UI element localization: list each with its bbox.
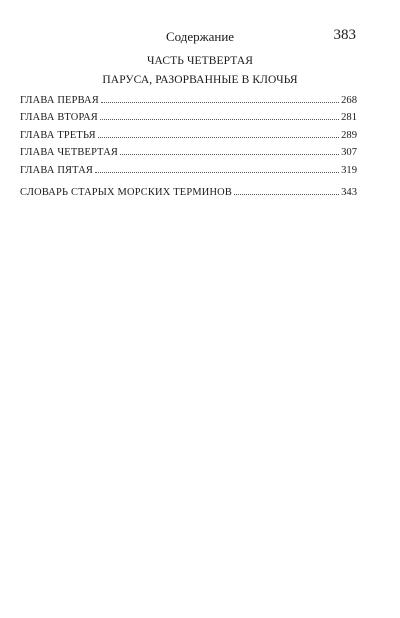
toc-entry-page: 307	[341, 147, 357, 159]
dot-leader	[234, 194, 339, 195]
toc-entry	[20, 127, 357, 144]
toc-entry	[20, 162, 357, 179]
toc-entry	[20, 109, 357, 126]
toc-entry-label: СЛОВАРЬ СТАРЫХ МОРСКИХ ТЕРМИНОВ	[20, 186, 233, 198]
toc-entry-label: ГЛАВА ТРЕТЬЯ	[20, 129, 96, 141]
dot-leader	[101, 102, 339, 103]
toc-entry	[20, 184, 357, 201]
toc-entry-label: ГЛАВА ПЕРВАЯ	[20, 95, 99, 106]
part-title: ЧАСТЬ ЧЕТВЕРТАЯ	[146, 55, 254, 67]
toc-entry	[20, 92, 357, 109]
toc-entry-page: 343	[341, 186, 357, 198]
toc-entry-page: 289	[341, 129, 357, 141]
table-of-contents	[20, 92, 357, 201]
toc-entry-label: ГЛАВА ПЯТАЯ	[20, 164, 94, 176]
dot-leader	[120, 154, 339, 155]
toc-entry	[20, 144, 357, 161]
running-title: Содержание	[165, 29, 235, 44]
running-head	[0, 27, 400, 47]
part-subtitle: ПАРУСА, РАЗОРВАННЫЕ В КЛОЧЬЯ	[102, 74, 298, 86]
dot-leader	[98, 137, 339, 138]
toc-entry-label: ГЛАВА ВТОРАЯ	[20, 112, 98, 124]
toc-entry-label: ГЛАВА ЧЕТВЕРТАЯ	[20, 147, 119, 159]
toc-entry-page: 268	[341, 95, 357, 106]
page-number: 383	[333, 27, 356, 43]
toc-entry-page: 281	[341, 112, 357, 124]
dot-leader	[100, 119, 339, 120]
toc-entry-page: 319	[341, 164, 357, 176]
dot-leader	[95, 172, 339, 173]
